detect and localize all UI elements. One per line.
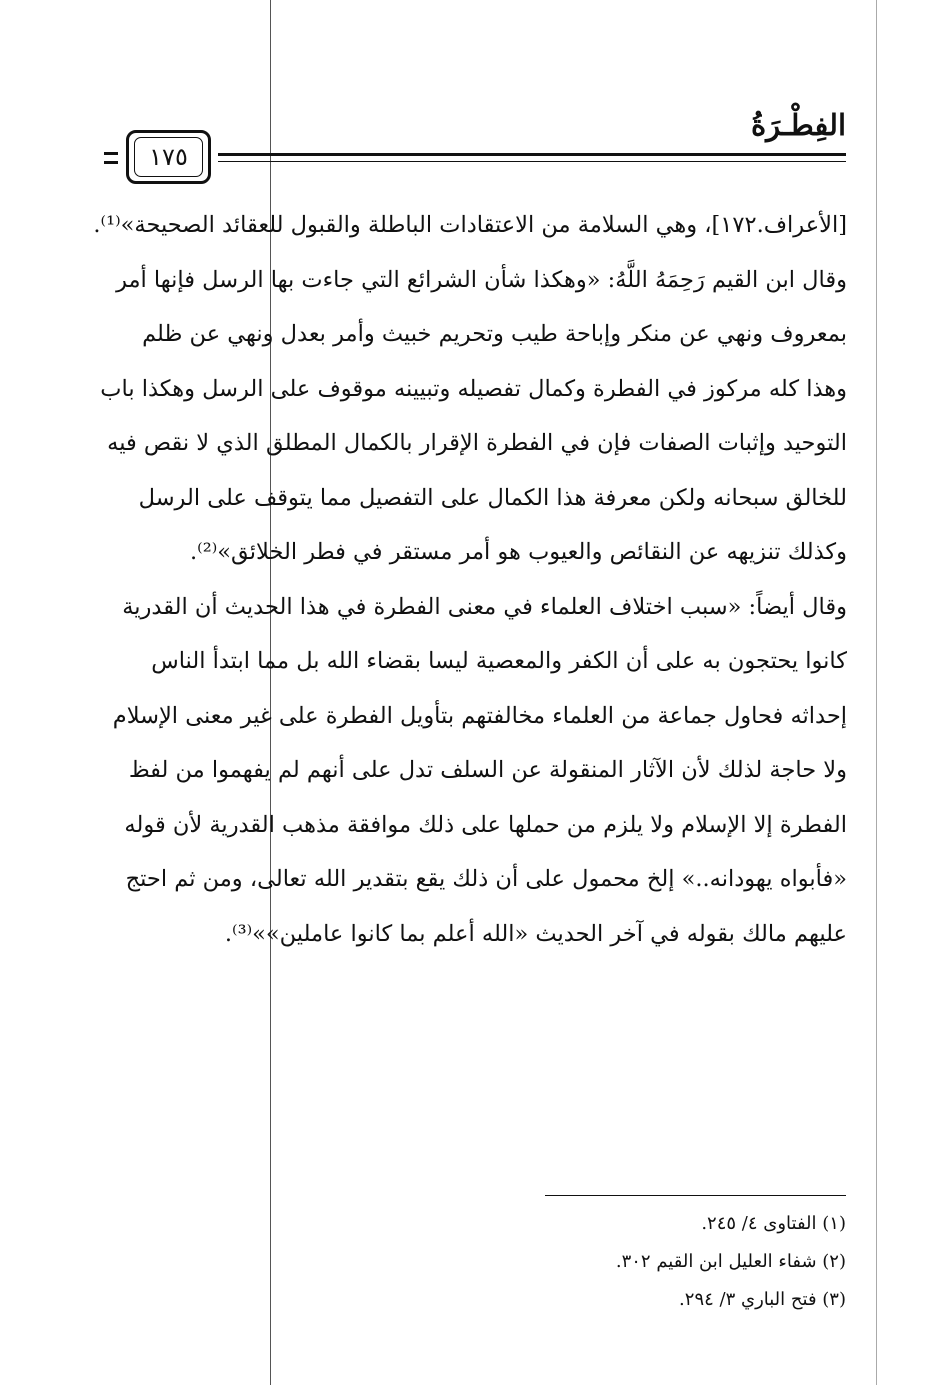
text-line: كانوا يحتجون به على أن الكفر والمعصية ليسا بقضاء الله بل مما ابتدأ الناس bbox=[151, 648, 847, 674]
footnote: (٣) فتح الباري ٣/ ٢٩٤. bbox=[679, 1289, 846, 1310]
text-line: التوحيد وإثبات الصفات فإن في الفطرة الإقرار بالكمال المطلق الذي لا نقص فيه bbox=[107, 430, 847, 456]
text-line: إحداثه فحاول جماعة من العلماء مخالفتهم بتأويل الفطرة على غير معنى الإسلام bbox=[112, 702, 847, 729]
text-line: وهذا كله مركوز في الفطرة وكمال تفصيله وتبيينه موقوف على الرسل وهكذا باب bbox=[100, 375, 847, 402]
text-line: بمعروف ونهي عن منكر وإباحة طيب وتحريم خبيث وأمر بعدل ونهي عن ظلم bbox=[142, 321, 847, 347]
main-text bbox=[93, 198, 847, 961]
footnote: (٢) شفاء العليل ابن القيم ٣٠٢. bbox=[615, 1251, 846, 1272]
page-number: ١٧٥ bbox=[134, 137, 203, 177]
footnote: (١) الفتاوى ٤/ ٢٤٥. bbox=[701, 1213, 846, 1234]
text-line: للخالق سبحانه ولكن معرفة هذا الكمال على التفصيل مما يتوقف على الرسل bbox=[138, 484, 847, 511]
text-line: الفطرة إلا الإسلام ولا يلزم من حملها على ذلك موافقة مذهب القدرية لأن قوله bbox=[124, 811, 847, 838]
header-ornament-bar bbox=[104, 152, 118, 155]
text-line: «فأبواه يهودانه..» إلخ محمول على أن ذلك يقع بتقدير الله تعالى، ومن ثم احتج bbox=[125, 866, 847, 892]
footnote-separator bbox=[545, 1195, 846, 1196]
footnotes bbox=[426, 1205, 846, 1319]
header-rule-thick bbox=[218, 153, 846, 156]
text-line: وقال ابن القيم رَحِمَهُ اللَّهُ: «وهكذا شأن الشرائع التي جاءت بها الرسل فإنها أمر bbox=[116, 266, 847, 293]
header-ornament-bar bbox=[104, 161, 118, 164]
text-line: [الأعراف.١٧٢]، وهي السلامة من الاعتقادات الباطلة والقبول للعقائد الصحيحة»⁽¹⁾. bbox=[93, 212, 847, 238]
header-rule-thin bbox=[218, 161, 846, 162]
text-line: عليهم مالك بقوله في آخر الحديث «الله أعلم بما كانوا عاملين»»⁽³⁾. bbox=[224, 920, 847, 947]
running-title: الفِطْـرَةُ bbox=[750, 108, 846, 142]
text-line: وقال أيضاً: «سبب اختلاف العلماء في معنى الفطرة في هذا الحديث أن القدرية bbox=[122, 593, 847, 620]
text-line: وكذلك تنزيهه عن النقائص والعيوب هو أمر مستقر في فطر الخلائق»⁽²⁾. bbox=[190, 539, 847, 565]
scan-edge-line bbox=[876, 0, 877, 1385]
text-line: ولا حاجة لذلك لأن الآثار المنقولة عن السلف تدل على أنهم لم يفهموا من لفظ bbox=[128, 757, 847, 783]
